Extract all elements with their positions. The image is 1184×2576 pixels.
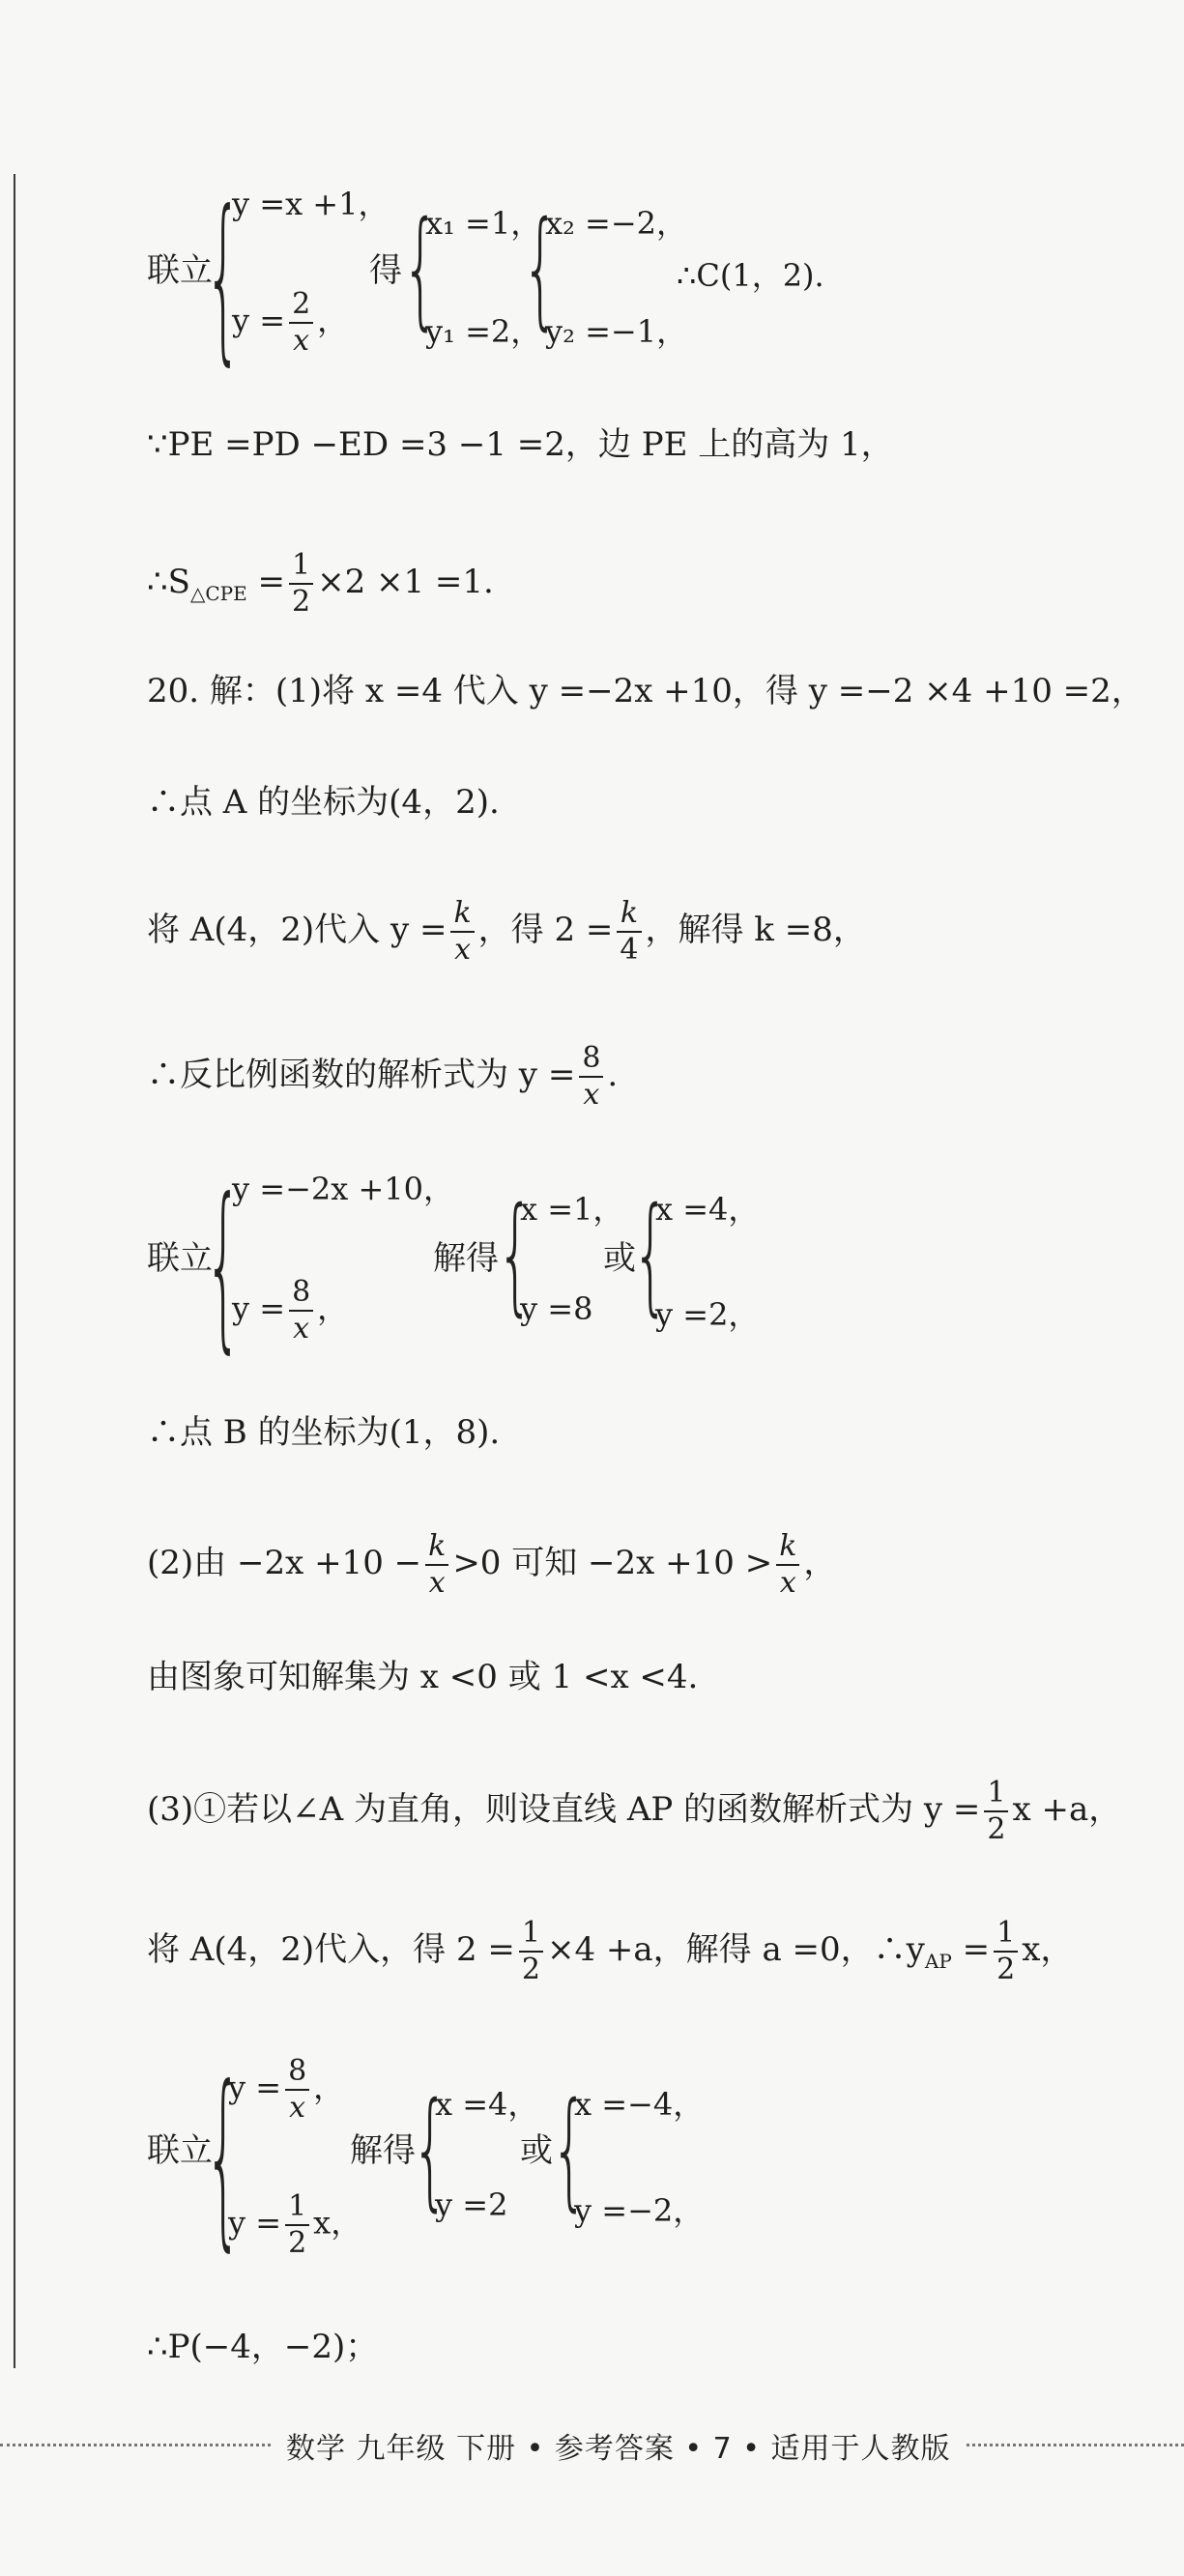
- brace: {: [205, 174, 243, 384]
- equation: y = $\frac{2}{x}$ ，: [232, 287, 349, 358]
- solution: x =4，: [655, 1191, 760, 1228]
- text-line: ∴反比例函数的解析式为 y = $\frac{8}{x}$ .: [147, 1041, 619, 1112]
- brace: {: [551, 2076, 589, 2225]
- solution: x =1，: [520, 1191, 624, 1228]
- brace: {: [402, 195, 440, 344]
- solution: y =−2，: [574, 2192, 705, 2229]
- lianli-label: 联立: [147, 1239, 213, 1278]
- solution: y =2，: [655, 1296, 760, 1333]
- text-line: (2)由 −2x +10 − $\frac{k}{x}$ >0 可知 −2x +10 > $\frac{k}{x}$ ，: [147, 1529, 837, 1600]
- solution: x₁ =1，: [425, 205, 542, 242]
- solution: y =2: [435, 2186, 508, 2223]
- solution: x =4，: [435, 2086, 539, 2123]
- equation: y = $\frac{8}{x}$ ，: [232, 1275, 349, 1346]
- brace: {: [522, 195, 560, 344]
- footer-rule: [967, 2444, 1184, 2446]
- brace: {: [632, 1181, 670, 1330]
- text-line: 将 A(4，2)代入，得 2 = $\frac{1}{2}$ ×4 +a，解得 a =0，$\therefore y_{AP}$ = $\frac{1}{2}$ x，: [147, 1916, 1074, 1986]
- text-line: ∵PE =PD −ED =3 −1 =2，边 PE 上的高为 1，: [147, 425, 894, 464]
- footer-text: 数学 九年级 下册 • 参考答案 • 7 • 适用于人教版: [286, 2432, 951, 2466]
- equation: y = $\frac{8}{x}$ ，: [228, 2054, 345, 2125]
- solution: y₁ =2，: [425, 313, 542, 350]
- huo-label: 或: [603, 1239, 636, 1278]
- footer-rule: [0, 2444, 271, 2446]
- jiede-label: 解得: [433, 1239, 499, 1278]
- solution: y₂ =−1，: [545, 313, 688, 350]
- solution: x₂ =−2，: [545, 205, 688, 242]
- text-line: ∴点 B 的坐标为(1，8).: [147, 1413, 501, 1452]
- text-line: 20. 解：(1)将 x =4 代入 y =−2x +10，得 y =−2 ×4 +10 =2，: [147, 672, 1144, 710]
- lianli-label: 联立: [147, 251, 213, 290]
- lianli-label: 联立: [147, 2131, 213, 2170]
- margin-rule: [14, 174, 15, 2368]
- equation: y =x +1，: [232, 186, 390, 222]
- jiede-label: 解得: [350, 2131, 416, 2170]
- solution: y =8: [520, 1290, 593, 1327]
- equation: y =−2x +10，: [232, 1171, 454, 1207]
- page-footer: [0, 2417, 1184, 2475]
- text-line: ∴点 A 的坐标为(4，2).: [147, 783, 500, 822]
- brace: {: [205, 2047, 243, 2271]
- text-line: ∴P(−4，−2)；: [147, 2328, 379, 2366]
- de-label: 得: [369, 251, 402, 290]
- equation: y = $\frac{1}{2}$ x，: [228, 2189, 362, 2260]
- huo-label: 或: [520, 2131, 553, 2170]
- text-line: $\therefore S_{\triangle CPE}$ = $\frac{1}{2}$ ×2 ×1 =1.: [147, 548, 494, 619]
- text-line: (3)①若以∠A 为直角，则设直线 AP 的函数解析式为 y = $\frac{1}{2}$ x +a，: [147, 1776, 1122, 1846]
- solution: x =−4，: [574, 2086, 705, 2123]
- brace: {: [205, 1162, 243, 1372]
- brace: {: [412, 2076, 449, 2225]
- conclusion: ∴C(1，2).: [677, 257, 824, 294]
- brace: {: [497, 1181, 534, 1330]
- text-line: 将 A(4，2)代入 y = $\frac{k}{x}$ ，得 2 = $\frac{k}{4}$ ，解得 k =8，: [147, 896, 866, 967]
- text-line: 由图象可知解集为 x <0 或 1 <x <4.: [147, 1658, 699, 1696]
